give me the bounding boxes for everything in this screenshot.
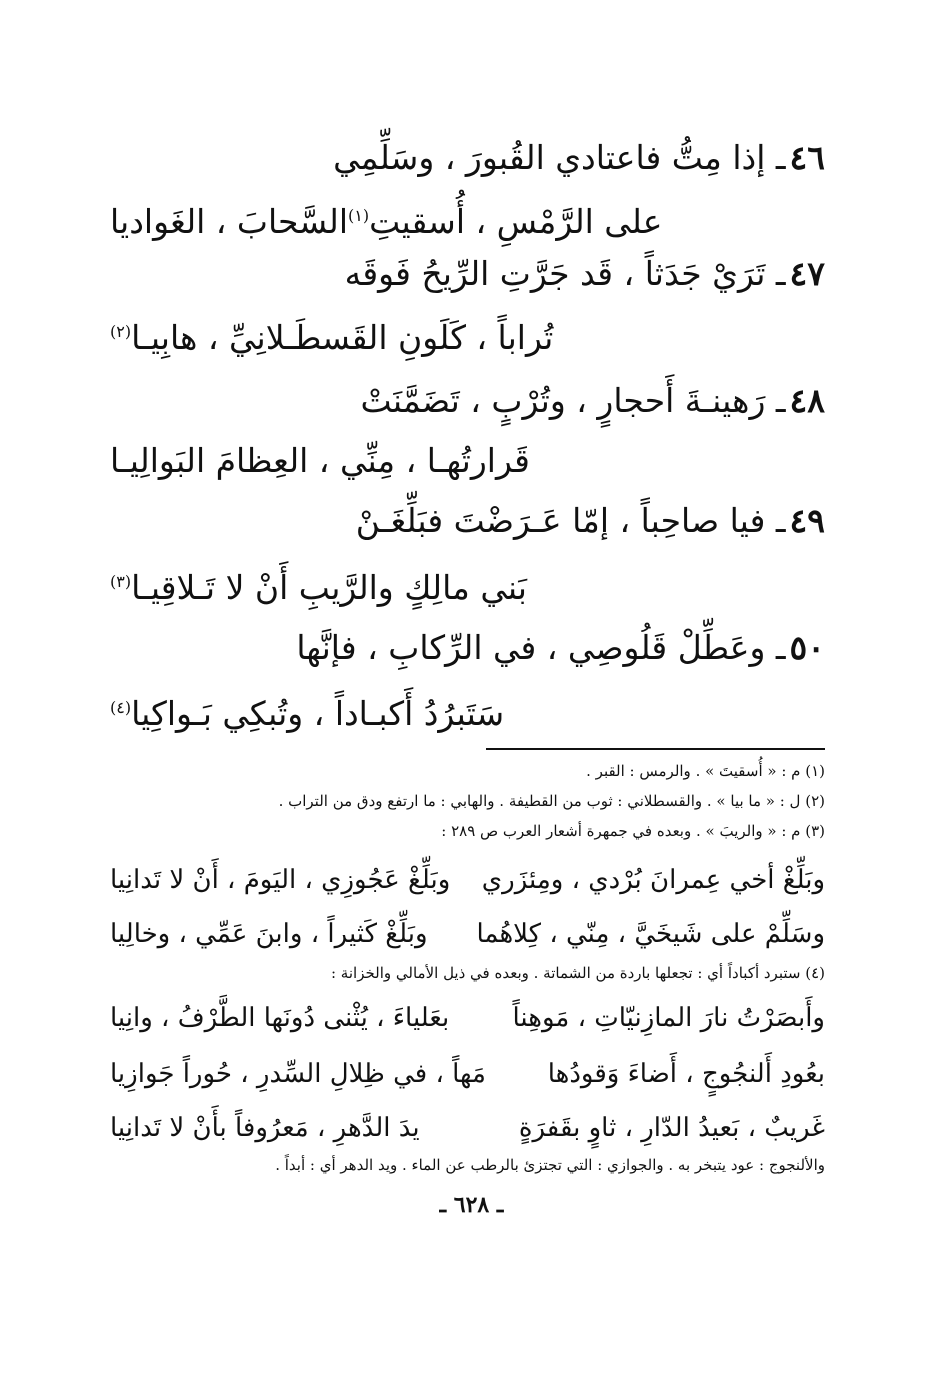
page-number: ـ ٦٢٨ ـ (439, 1192, 504, 1218)
footnote-1: (١) م : « أُسقيتَ » . والرمس : القبر . (586, 762, 825, 780)
verse-50-second-hemistich (110, 684, 825, 738)
verse-number: ٤٨ (789, 381, 825, 420)
footnote-2: (٢) ل : « ما بيا » . والقسطلاني : ثوب من القطيفة . والهابي : ما ارتفع ودق من التراب . (278, 792, 825, 810)
verse-text: ـ وعَطِّلْ قَلُوصِي ، في الرِّكابِ ، فإنَّها (296, 628, 786, 667)
footnote-4-poem-line (110, 992, 825, 1044)
verse-47-first-hemistich (110, 250, 825, 298)
poem-hemistich: مَهاً ، في ظِلالِ السِّدرِ ، حُوراً جَوازِيا (110, 1059, 486, 1089)
poem-hemistich: وأَبصَرْتُ نارَ المازِنيّاتِ ، مَوهِناً (512, 1003, 825, 1033)
footnote-4: (٤) ستبرد أكباداً أي : تجعلها باردة من الشماتة . وبعده في ذيل الأمالي والخزانة : (330, 964, 825, 982)
footnote-4-gloss: والألنجوج : عود يتبخر به . والجوازي : التي تجتزئ بالرطب عن الماء . ويد الدهر أي : أبداً . (275, 1156, 825, 1174)
footnote-separator (486, 748, 825, 750)
poem-hemistich: غَريبٌ ، بَعيدُ الدّارِ ، ثاوٍ بقَفرَةٍ (518, 1113, 825, 1143)
verse-text: بَني مالِكٍ والرَّيبِ أَنْ لا تَـلاقِيـا (131, 568, 527, 607)
verse-49-second-hemistich (110, 558, 825, 612)
verse-46-second-hemistich (110, 192, 825, 246)
verse-text: تُراباً ، كَلَونِ القَسطَـلانِيِّ ، هابِيـا (131, 318, 554, 357)
poem-hemistich: وبَلِّغْ أخي عِمرانَ بُرْدي ، ومِئزَري (481, 865, 825, 895)
verse-text: ـ إذا مِتُّ فاعتادي القُبورَ ، وسَلِّمِي (333, 138, 786, 177)
footnote-4-poem-line (110, 1102, 825, 1154)
footnote-4-poem-line (110, 1048, 825, 1100)
poem-hemistich: وبَلِّغْ عَجُوزِي ، اليَومَ ، أَنْ لا تَدانِيا (110, 865, 451, 895)
verse-text: ـ تَرَيْ جَدَثاً ، قَد جَرَّتِ الرِّيحُ فَوقَه (344, 254, 786, 293)
poem-hemistich: بعُودِ أَلنجُوجٍ ، أَضاءَ وَقودُها (547, 1059, 825, 1089)
verse-number: ٤٧ (789, 254, 825, 293)
verse-text: سَتَبرُدُ أَكبـاداً ، وتُبكِي بَـواكِيا (131, 694, 505, 733)
verse-46-first-hemistich (110, 134, 825, 182)
footnote-marker: (٤) (110, 698, 132, 717)
verse-text: ـ فيا صاحِباً ، إمّا عَـرَضْتَ فبَلِّغَـنْ (355, 501, 786, 540)
verse-49-first-hemistich (110, 497, 825, 545)
verse-50-first-hemistich (110, 624, 825, 672)
verse-47-second-hemistich (110, 308, 825, 362)
verse-text: السَّحابَ ، الغَواديا (110, 202, 349, 241)
footnote-marker: (٢) (110, 322, 132, 341)
footnote-3-poem-line (110, 854, 825, 906)
verse-text: على الرَّمْسِ ، أُسقيتِ (369, 202, 663, 241)
verse-number: ٤٩ (789, 501, 825, 540)
verse-text: ـ رَهينـةَ أَحجارٍ ، وتُرْبٍ ، تَضَمَّنَتْ (360, 381, 786, 420)
footnote-3: (٣) م : « والريبَ » . وبعده في جمهرة أشعار العرب ص ٢٨٩ : (441, 822, 825, 840)
poem-hemistich: بعَلياءَ ، يُثْنى دُونَها الطَّرْفُ ، وانِيا (110, 1003, 450, 1033)
footnote-marker: (٣) (110, 572, 132, 591)
footnote-marker: (١) (348, 206, 370, 225)
poem-hemistich: يدَ الدَّهرِ ، مَعرُوفاً بأَنْ لا تَدانِيا (110, 1113, 420, 1143)
verse-48-second-hemistich (110, 437, 825, 485)
footnote-3-poem-line (110, 908, 825, 960)
poem-hemistich: وسَلِّمْ على شَيخَيَّ ، مِنّي ، كِلاهُما (476, 919, 825, 949)
verse-number: ٤٦ (789, 138, 825, 177)
verse-number: ٥٠ (789, 628, 825, 667)
poem-hemistich: وبَلِّغْ كَثيراً ، وابنَ عَمِّي ، وخالِيا (110, 919, 428, 949)
verse-48-first-hemistich (110, 377, 825, 425)
verse-text: قَرارتُهـا ، مِنِّي ، العِظامَ البَوالِيـا (110, 441, 530, 480)
